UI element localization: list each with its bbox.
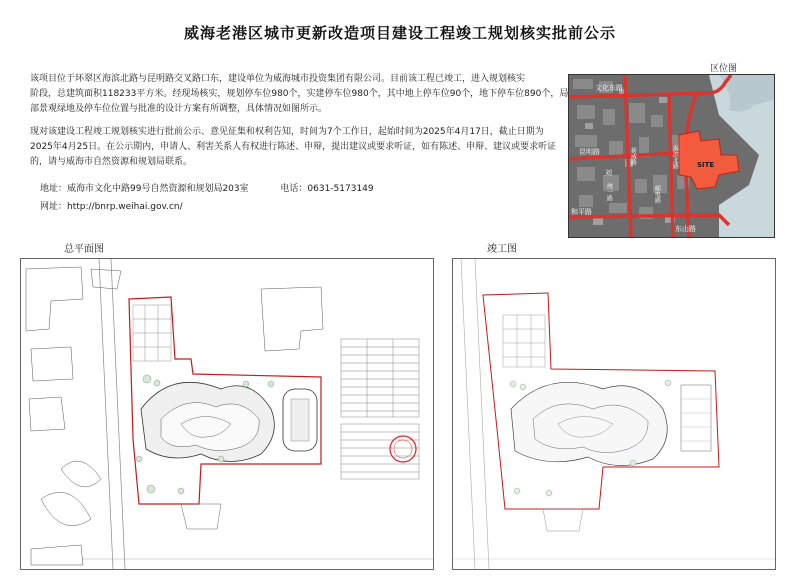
road-label: 新威路 [629,147,637,165]
location-map-label: 区位图 [710,64,738,74]
paragraph-line: 部景观绿地及停车位位置与批准的设计方案有所调整，具体情况如图所示。 [30,104,328,114]
completed-plan-drawing [453,259,775,569]
road-label: 文化东路 [595,84,623,92]
general-site-plan [20,258,434,570]
contact-website[interactable]: 网址：http://bnrp.weihai.gov.cn/ [40,202,183,212]
general-site-plan-drawing [21,259,433,569]
location-map [568,74,775,238]
notice-title: 威海老港区城市更新改造项目建设工程竣工规划核实批前公示 [183,24,616,42]
road-label: 邮电路 [653,185,661,203]
contact-website-row [40,199,183,212]
paragraph-line: 该项目位于环翠区海滨北路与昆明路交叉路口东，建设单位为威海城市投资集团有限公司。目前该工程已竣工，进入规划核实 [30,74,526,84]
site-label: SITE [697,161,715,169]
paragraph-line: 的，请与威海市自然资源和规划局联系。 [30,157,193,167]
completed-plan [452,258,776,570]
location-map-image [569,75,774,237]
road-label: 刘 [605,169,612,177]
contact-phone: 电话：0631-5173149 [280,184,374,194]
general-plan-label: 总平面图 [64,244,104,255]
contact-address: 地址：威海市文化中路99号自然资源和规划局203室 [40,184,249,194]
road-label: 统一路 [605,183,613,201]
paragraph-line: 2025年4月25日。在公示期内，申请人、利害关系人有权进行陈述、申辩，提出建议或要求听证，如有陈述、申辩、建议或要求听证 [30,142,557,152]
road-label: 海滨北路 [671,145,679,169]
paragraph-line: 现对该建设工程竣工规划核实进行批前公示、意见征集和权利告知，时间为7个工作日，起始时间为2025年4月17日，截止日期为 [30,127,544,137]
contact-address-row [40,181,374,194]
road-label: 东山路 [675,225,696,233]
road-label: 和平路 [571,208,592,216]
completed-plan-label: 竣工图 [487,244,517,255]
paragraph-public-notice [30,125,560,170]
paragraph-line: 阶段，总建筑面积118233平方米。经现场核实，规划停车位980个，实建停车位980个，其中地上停车位90个，地下停车位890个，局 [30,89,569,99]
paragraph-project-info [30,72,569,117]
road-label: 昆明路 [579,148,600,156]
